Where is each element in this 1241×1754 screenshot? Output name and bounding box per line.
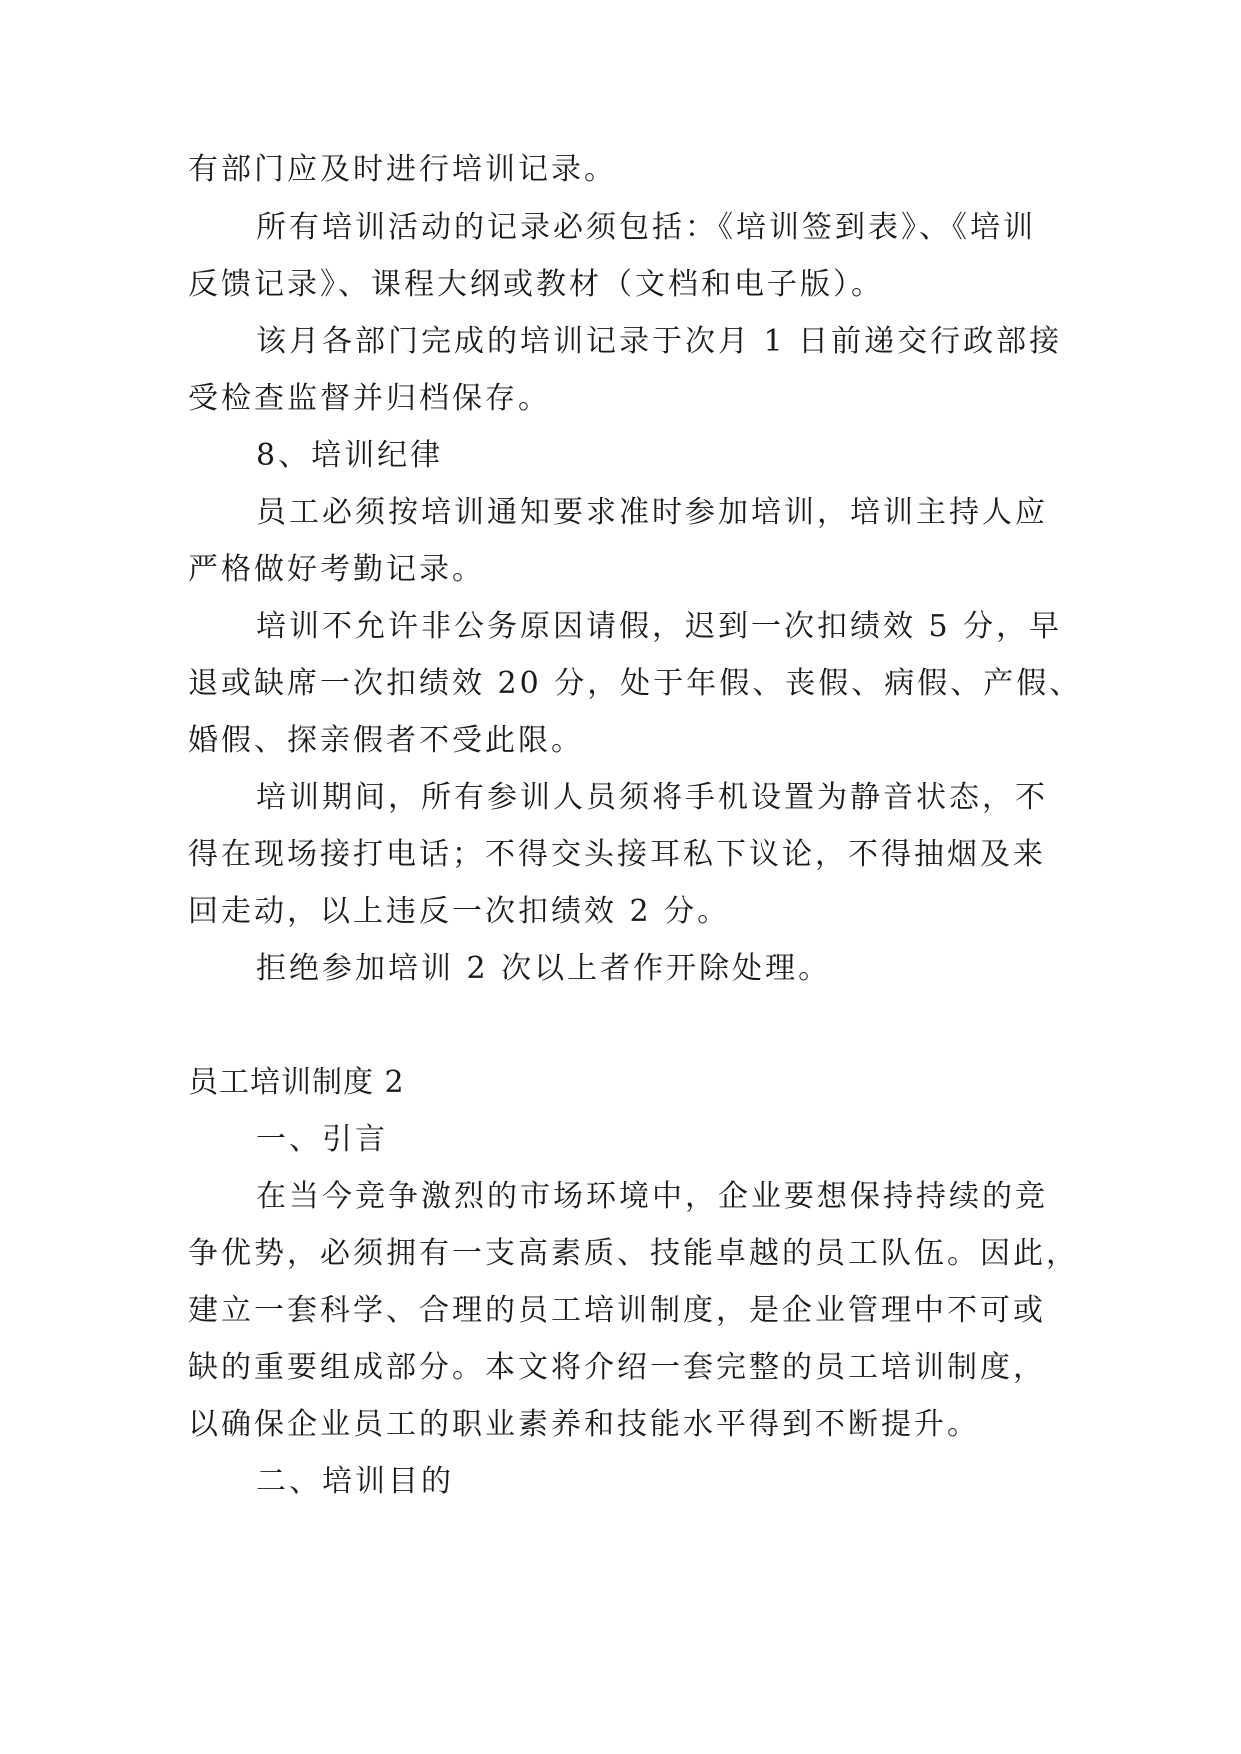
section-heading: 一、引言 <box>256 1122 388 1157</box>
paragraph-line: 缺的重要组成部分。本文将介绍一套完整的员工培训制度， <box>188 1350 1046 1385</box>
section-heading: 8、培训纪律 <box>256 438 444 473</box>
paragraph-line: 反馈记录》、课程大纲或教材（文档和电子版）。 <box>188 267 884 302</box>
paragraph-line: 有部门应及时进行培训记录。 <box>188 152 617 187</box>
paragraph-line: 婚假、探亲假者不受此限。 <box>188 723 584 758</box>
paragraph-line: 退或缺席一次扣绩效 20 分，处于年假、丧假、病假、产假、 <box>188 666 1083 701</box>
paragraph-line: 员工必须按培训通知要求准时参加培训，培训主持人应 <box>256 495 1048 530</box>
paragraph-line: 争优势，必须拥有一支高素质、技能卓越的员工队伍。因此， <box>188 1236 1079 1271</box>
paragraph-line: 受检查监督并归档保存。 <box>188 381 551 416</box>
paragraph-line: 回走动，以上违反一次扣绩效 2 分。 <box>188 894 731 929</box>
document-title: 员工培训制度 2 <box>188 1065 405 1100</box>
paragraph-line: 建立一套科学、合理的员工培训制度，是企业管理中不可或 <box>188 1293 1046 1328</box>
section-heading: 二、培训目的 <box>256 1464 454 1499</box>
paragraph-line: 拒绝参加培训 2 次以上者作开除处理。 <box>256 951 832 986</box>
paragraph-line: 以确保企业员工的职业素养和技能水平得到不断提升。 <box>188 1407 980 1442</box>
paragraph-line: 所有培训活动的记录必须包括：《培训签到表》、《培训 <box>256 210 1036 245</box>
paragraph-line: 得在现场接打电话；不得交头接耳私下议论，不得抽烟及来 <box>188 837 1046 872</box>
paragraph-line: 该月各部门完成的培训记录于次月 1 日前递交行政部接 <box>256 324 1063 359</box>
paragraph-line: 严格做好考勤记录。 <box>188 552 485 587</box>
paragraph-line: 培训期间，所有参训人员须将手机设置为静音状态，不 <box>256 780 1048 815</box>
paragraph-line: 培训不允许非公务原因请假，迟到一次扣绩效 5 分，早 <box>256 609 1063 644</box>
paragraph-line: 在当今竞争激烈的市场环境中，企业要想保持持续的竞 <box>256 1179 1048 1214</box>
